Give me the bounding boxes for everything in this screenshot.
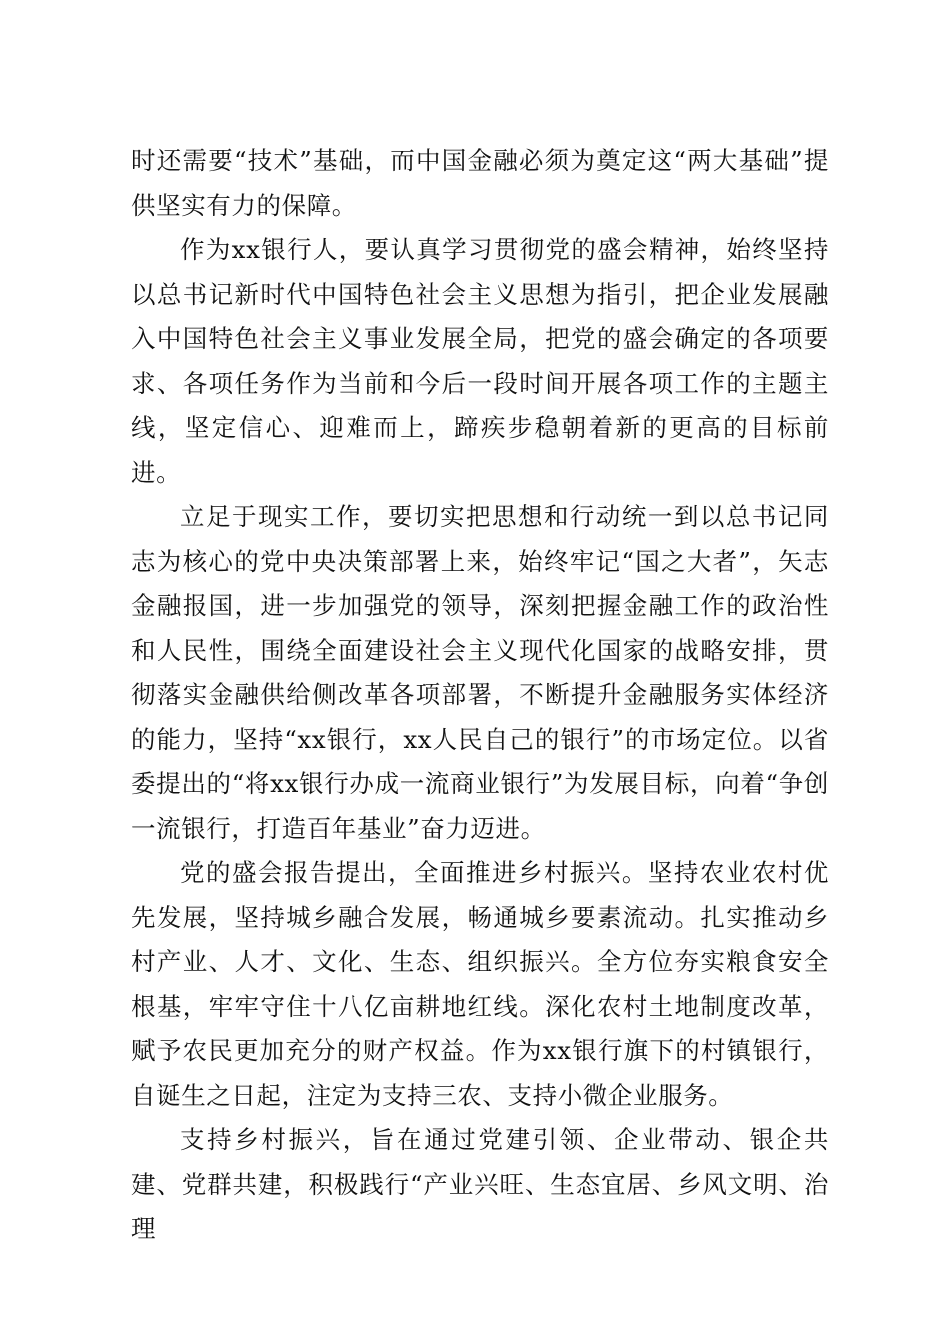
paragraph-4: 党的盛会报告提出，全面推进乡村振兴。坚持农业农村优先发展，坚持城乡融合发展，畅通城乡要素流动。扎实推动乡村产业、人才、文化、生态、组织振兴。全方位夯实粮食安全根基，牢牢守住十八亿亩耕地红线。深化农村土地制度改革，赋予农民更加充分的财产权益。作为xx银行旗下的村镇银行，自诞生之日起，注定为支持三农、支持小微企业服务。 xyxy=(131,858,829,1110)
paragraph-5: 支持乡村振兴，旨在通过党建引领、企业带动、银企共建、党群共建，积极践行“产业兴旺、生态宜居、乡风文明、治理 xyxy=(131,1125,829,1243)
paragraph-2: 作为xx银行人，要认真学习贯彻党的盛会精神，始终坚持以总书记新时代中国特色社会主义思想为指引，把企业发展融入中国特色社会主义事业发展全局，把党的盛会确定的各项要求、各项任务作为当前和今后一段时间开展各项工作的主题主线，坚定信心、迎难而上，蹄疾步稳朝着新的更高的目标前进。 xyxy=(131,235,829,487)
paragraph-1: 时还需要“技术”基础，而中国金融必须为奠定这“两大基础”提供坚实有力的保障。 xyxy=(131,146,829,220)
paragraph-3: 立足于现实工作，要切实把思想和行动统一到以总书记同志为核心的党中央决策部署上来，始终牢记“国之大者”，矢志金融报国，进一步加强党的领导，深刻把握金融工作的政治性和人民性，围绕全面建设社会主义现代化国家的战略安排，贯彻落实金融供给侧改革各项部署，不断提升金融服务实体经济的能力，坚持“xx银行，xx人民自己的银行”的市场定位。以省委提出的“将xx银行办成一流商业银行”为发展目标，向着“争创一流银行，打造百年基业”奋力迈进。 xyxy=(131,502,829,843)
document-body xyxy=(131,139,829,1252)
